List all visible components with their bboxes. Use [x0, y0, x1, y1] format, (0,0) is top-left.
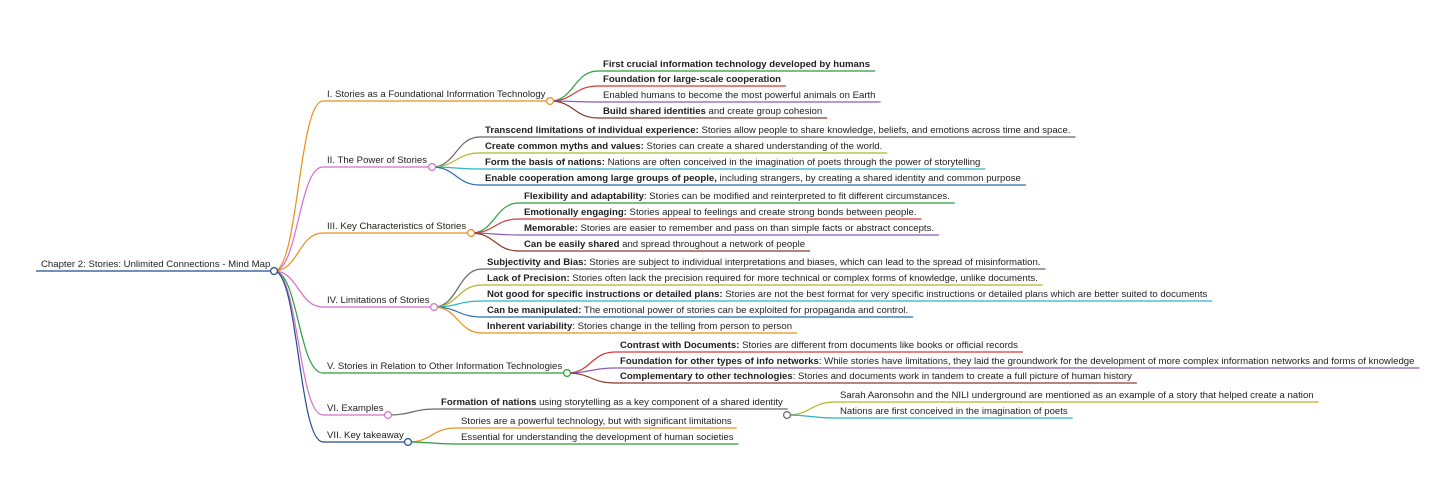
label-text-part: Sarah Aaronsohn and the NILI underground are mentioned as an example of a story that helped create a nation [840, 390, 1314, 401]
child-label [524, 239, 805, 250]
grandchild-branch [787, 402, 835, 415]
child-label [485, 157, 980, 168]
label-bold-part: Transcend limitations of individual experience: [485, 125, 699, 136]
child-label [603, 59, 870, 70]
label-bold-part: Can be manipulated: [487, 305, 582, 316]
section-label-3: III. Key Characteristics of Stories [327, 221, 467, 232]
child-branch [471, 203, 519, 233]
child-label [487, 273, 1038, 284]
label-text-part: Stories are subject to individual interpretations and biases, which can lead to the spread of misinformation. [586, 257, 1041, 268]
label-bold-part: Build shared identities [603, 106, 706, 117]
child-branch [550, 86, 598, 101]
label-bold-part: Subjectivity and Bias: [487, 257, 587, 268]
label-bold-part: Contrast with Documents: [620, 340, 740, 351]
label-bold-part: Emotionally engaging: [524, 207, 627, 218]
child-label [620, 356, 1414, 367]
label-text-part: : Stories change in the telling from person to person [572, 321, 793, 332]
child-branch [388, 409, 436, 415]
subtopic-node[interactable] [784, 412, 791, 419]
child-branch [550, 101, 598, 118]
section-node-1[interactable] [547, 98, 554, 105]
label-text-part: Stories are different from documents like books or official records [739, 340, 1018, 351]
section-node-2[interactable] [429, 164, 436, 171]
label-text-part: and create group cohesion [705, 106, 823, 117]
section-label-7: VII. Key takeaway [327, 430, 404, 441]
grandchild-branch [787, 415, 835, 418]
child-branch [567, 373, 615, 383]
label-text-part: Stories are not the best format for very specific instructions or detailed plans which are better suited to documents [722, 289, 1208, 300]
child-label [487, 257, 1041, 268]
label-text-part: : Stories can be modified and reinterpreted to fit different circumstances. [643, 191, 950, 202]
child-label [524, 223, 934, 234]
label-text-part: Essential for understanding the development of human societies [461, 432, 734, 443]
label-text-part: Stories appeal to feelings and create strong bonds between people. [626, 207, 917, 218]
child-label [620, 340, 1018, 351]
label-bold-part: First crucial information technology developed by humans [603, 59, 871, 70]
root-node[interactable] [271, 268, 278, 275]
child-branch [567, 368, 615, 373]
child-label [524, 207, 917, 218]
section-node-5[interactable] [564, 370, 571, 377]
label-text-part: : Stories and documents work in tandem to create a full picture of human history [792, 371, 1132, 382]
label-text-part: The emotional power of stories can be exploited for propaganda and control. [581, 305, 909, 316]
label-text-part: Nations are often conceived in the imagination of poets through the power of storytelling [604, 157, 981, 168]
label-text-part: using storytelling as a key component of a shared identity [536, 397, 783, 408]
label-bold-part: Foundation for other types of info networks [620, 356, 819, 367]
section-node-6[interactable] [385, 412, 392, 419]
label-text-part: Enabled humans to become the most powerful animals on Earth [603, 90, 876, 101]
label-bold-part: Formation of nations [441, 397, 537, 408]
grandchild-label [840, 406, 1068, 417]
child-label [485, 125, 1070, 136]
child-branch [567, 352, 615, 373]
child-label [487, 289, 1208, 300]
label-text-part: Stories can create a shared understanding of the world. [643, 141, 883, 152]
section-label-6: VI. Examples [327, 403, 384, 414]
section-label-5: V. Stories in Relation to Other Information Technologies [327, 361, 563, 372]
child-label [524, 191, 950, 202]
section-label-2: II. The Power of Stories [327, 155, 428, 166]
label-text-part: Stories are a powerful technology, but with significant limitations [461, 416, 732, 427]
child-label [487, 305, 908, 316]
child-branch [432, 137, 480, 167]
child-label [603, 106, 822, 117]
child-label [620, 371, 1132, 382]
grandchild-label [840, 390, 1314, 401]
label-text-part: including strangers, by creating a shared identity and common purpose [716, 173, 1021, 184]
label-bold-part: Complementary to other technologies [620, 371, 793, 382]
section-label-1: I. Stories as a Foundational Information Technology [327, 89, 546, 100]
label-bold-part: Foundation for large-scale cooperation [603, 74, 782, 85]
label-bold-part: Flexibility and adaptability [524, 191, 644, 202]
child-branch [471, 233, 519, 251]
section-branch [274, 271, 323, 442]
label-bold-part: Memorable: [524, 223, 578, 234]
section-node-3[interactable] [468, 230, 475, 237]
label-bold-part: Inherent variability [487, 321, 573, 332]
label-bold-part: Create common myths and values: [485, 141, 644, 152]
label-bold-part: Lack of Precision: [487, 273, 570, 284]
label-text-part: Nations are first conceived in the imagination of poets [840, 406, 1068, 417]
root-label: Chapter 2: Stories: Unlimited Connections - Mind Map [41, 259, 271, 270]
child-branch [471, 219, 519, 233]
label-text-part: and spread throughout a network of people [619, 239, 806, 250]
child-label [487, 321, 792, 332]
child-branch [432, 167, 480, 185]
child-label [461, 432, 734, 443]
child-label [485, 141, 882, 152]
label-bold-part: Enable cooperation among large groups of people, [485, 173, 717, 184]
label-text-part: Stories often lack the precision required for more technical or complex forms of knowledge, unlike documents. [569, 273, 1038, 284]
section-node-7[interactable] [405, 439, 412, 446]
label-text-part: Stories are easier to remember and pass on than simple facts or abstract concepts. [577, 223, 935, 234]
child-branch [434, 307, 482, 333]
child-label [441, 397, 783, 408]
section-branch [274, 271, 323, 415]
child-label [485, 173, 1021, 184]
child-label [603, 90, 876, 101]
child-branch [408, 442, 456, 444]
child-branch [408, 428, 456, 442]
label-text-part: Stories allow people to share knowledge, beliefs, and emotions across time and space. [698, 125, 1071, 136]
section-branch [274, 101, 323, 271]
child-branch [432, 153, 480, 167]
label-bold-part: Not good for specific instructions or detailed plans: [487, 289, 723, 300]
label-bold-part: Form the basis of nations: [485, 157, 605, 168]
child-label [603, 74, 781, 85]
label-text-part: : While stories have limitations, they laid the groundwork for the development of more complex information networks and forms of knowledge [818, 356, 1415, 367]
label-bold-part: Can be easily shared [524, 239, 620, 250]
section-node-4[interactable] [431, 304, 438, 311]
section-label-4: IV. Limitations of Stories [327, 295, 430, 306]
child-label [461, 416, 732, 427]
